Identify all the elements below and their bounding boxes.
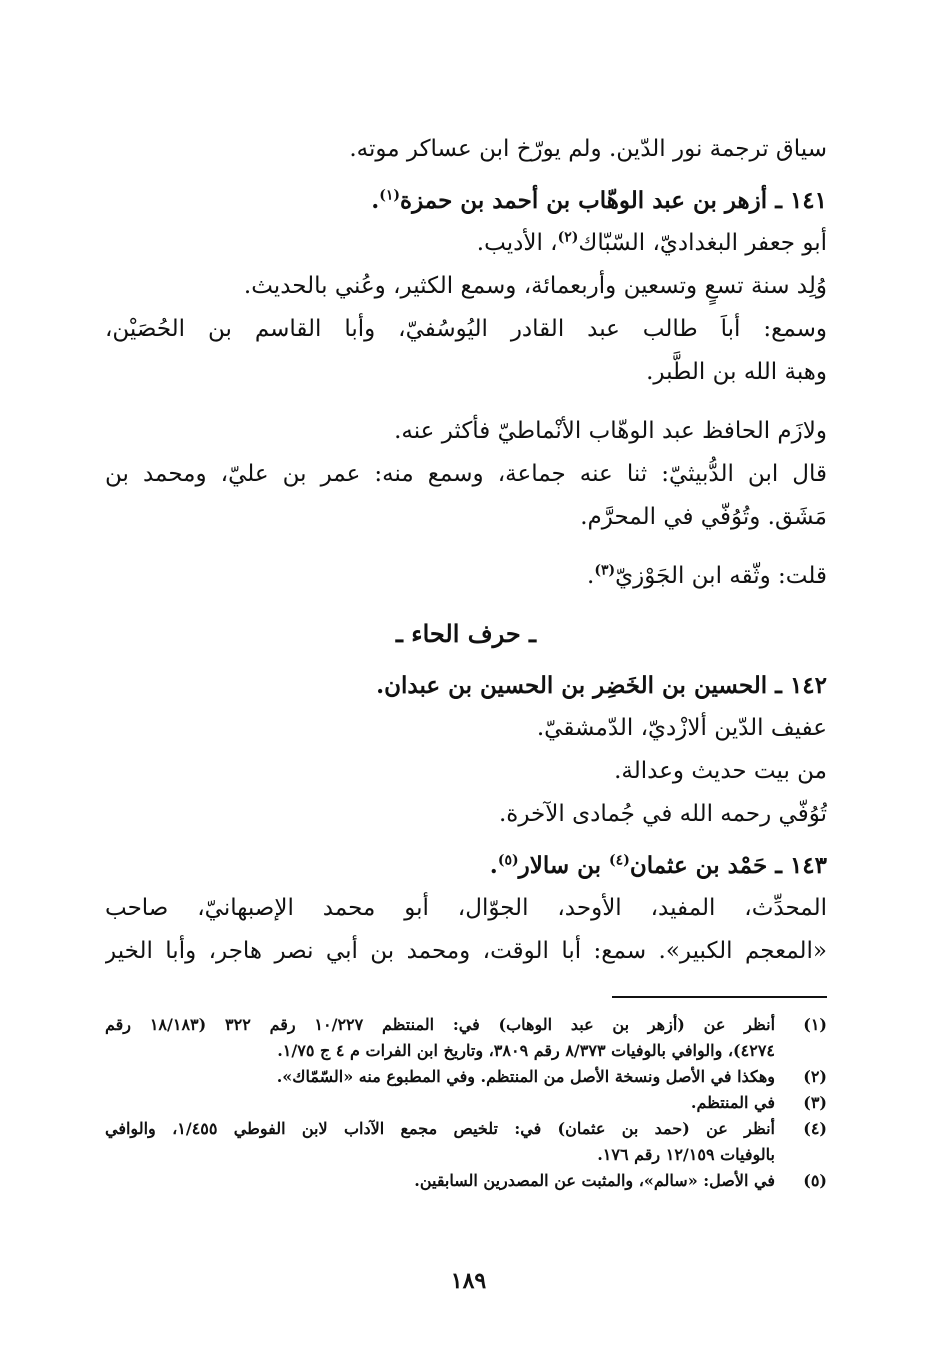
footnote-number: (١) — [803, 1015, 827, 1034]
period: . — [489, 852, 498, 879]
entry-heading-141 — [105, 179, 827, 222]
footnote — [105, 1168, 827, 1194]
entry-title: ١٤٣ ـ حَمْد بن عثمان — [629, 852, 827, 879]
footnote — [105, 1064, 827, 1090]
text-line: وهبة الله بن الطَّبر. — [646, 359, 827, 385]
footnote-line: ٤٢٧٤)، والوافي بالوفيات ٨/٣٧٣ رقم ٣٨٠٩، وتاريخ ابن الفرات م ٤ ج ١/٧٥. — [277, 1041, 775, 1060]
text-line: ولازَم الحافظ عبد الوهّاب الأنْماطيّ فأكثر عنه. — [394, 418, 827, 444]
note-ref: (٤) — [609, 852, 630, 869]
page-number: ١٨٩ — [450, 1268, 487, 1294]
text-line: وسمع: أباَ طالب عبد القادر اليُوسُفيّ، وأبا القاسم بن الحُصَيْن، — [105, 316, 827, 342]
text-span: قلت: وثّقه ابن الجَوْزيّ — [615, 563, 827, 589]
text-span: أبو جعفر البغداديّ، السّبّاك — [578, 230, 827, 256]
period: . — [587, 563, 595, 589]
text-line: مَشَق. وتُوُفّي في المحرَّم. — [580, 504, 827, 530]
text-line: قال ابن الدُّبيثيّ: ثنا عنه جماعة، وسمع منه: عمر بن عليّ، ومحمد بن — [105, 461, 827, 487]
section-heading: ـ حرف الحاء ـ — [395, 619, 537, 648]
footnote-number: (٣) — [803, 1093, 827, 1112]
footnote-text — [105, 1064, 775, 1090]
footnote-number: (٤) — [803, 1119, 827, 1138]
note-ref: (٣) — [594, 562, 616, 579]
footnotes — [105, 1012, 827, 1194]
main-text — [105, 128, 827, 973]
entry-heading-143 — [105, 844, 827, 887]
footnote-text — [105, 1168, 775, 1194]
footnote-line: في المنتظم. — [690, 1093, 775, 1112]
text-line: وُلِد سنة تسعٍ وتسعين وأربعمائة، وسمع الكثير، وعُني بالحديث. — [243, 273, 827, 299]
text-line: من بيت حديث وعدالة. — [614, 758, 827, 784]
footnote-line: وهكذا في الأصل ونسخة الأصل من المنتظم. وفي المطبوع منه «السّمّاك». — [276, 1067, 775, 1086]
note-ref: (١) — [379, 187, 401, 204]
footnote — [105, 1012, 827, 1064]
footnote-text — [105, 1116, 775, 1168]
text-line: سياق ترجمة نور الدّين. ولم يورّخ ابن عساكر موته. — [349, 136, 827, 162]
footnote-number: (٥) — [803, 1171, 827, 1190]
footnote — [105, 1090, 827, 1116]
footnote-line: في الأصل: «سالم»، والمثبت عن المصدرين السابقين. — [414, 1171, 775, 1190]
footnote-text — [105, 1012, 775, 1064]
footnote-line: بالوفيات ١٢/١٥٩ رقم ١٧٦. — [597, 1145, 775, 1164]
period: . — [371, 187, 380, 214]
text-line: «المعجم الكبير». سمع: أبا الوقت، ومحمد بن أبي نصر هاجر، وأبا الخير — [105, 938, 827, 964]
text-line — [105, 555, 827, 598]
text-line: تُوُفّي رحمه الله في جُمادى الآخرة. — [498, 801, 827, 827]
footnote-line: أنظر عن (أزهر بن عبد الوهاب) في: المنتظم ١٠/٢٢٧ رقم ٣٢٢ (١٨/١٨٣ رقم — [105, 1015, 775, 1034]
entry-heading-142: ١٤٢ ـ الحسين بن الخَضِر بن الحسين بن عبدان. — [376, 672, 827, 699]
entry-title: بن سالار — [518, 852, 610, 879]
footnote — [105, 1116, 827, 1168]
footnote-text — [105, 1090, 775, 1116]
text-span: ، الأديب. — [476, 230, 558, 256]
text-line — [105, 222, 827, 265]
note-ref: (٥) — [497, 852, 519, 869]
note-ref: (٢) — [557, 229, 579, 246]
footnote-line: أنظر عن (حمد بن عثمان) في: تلخيص مجمع الآداب لابن الفوطي ١/٤٥٥، والوافي — [105, 1119, 775, 1138]
text-line: عفيف الدّين ألازْديّ، الدّمشقيّ. — [536, 715, 827, 741]
text-line: المحدِّث، المفيد، الأوحد، الجوّال، أبو محمد الإصبهانيّ، صاحب — [105, 895, 827, 921]
entry-title: ١٤١ ـ أزهر بن عبد الوهّاب بن أحمد بن حمزة — [400, 187, 827, 214]
footnote-divider — [612, 996, 827, 998]
footnote-number: (٢) — [803, 1067, 827, 1086]
